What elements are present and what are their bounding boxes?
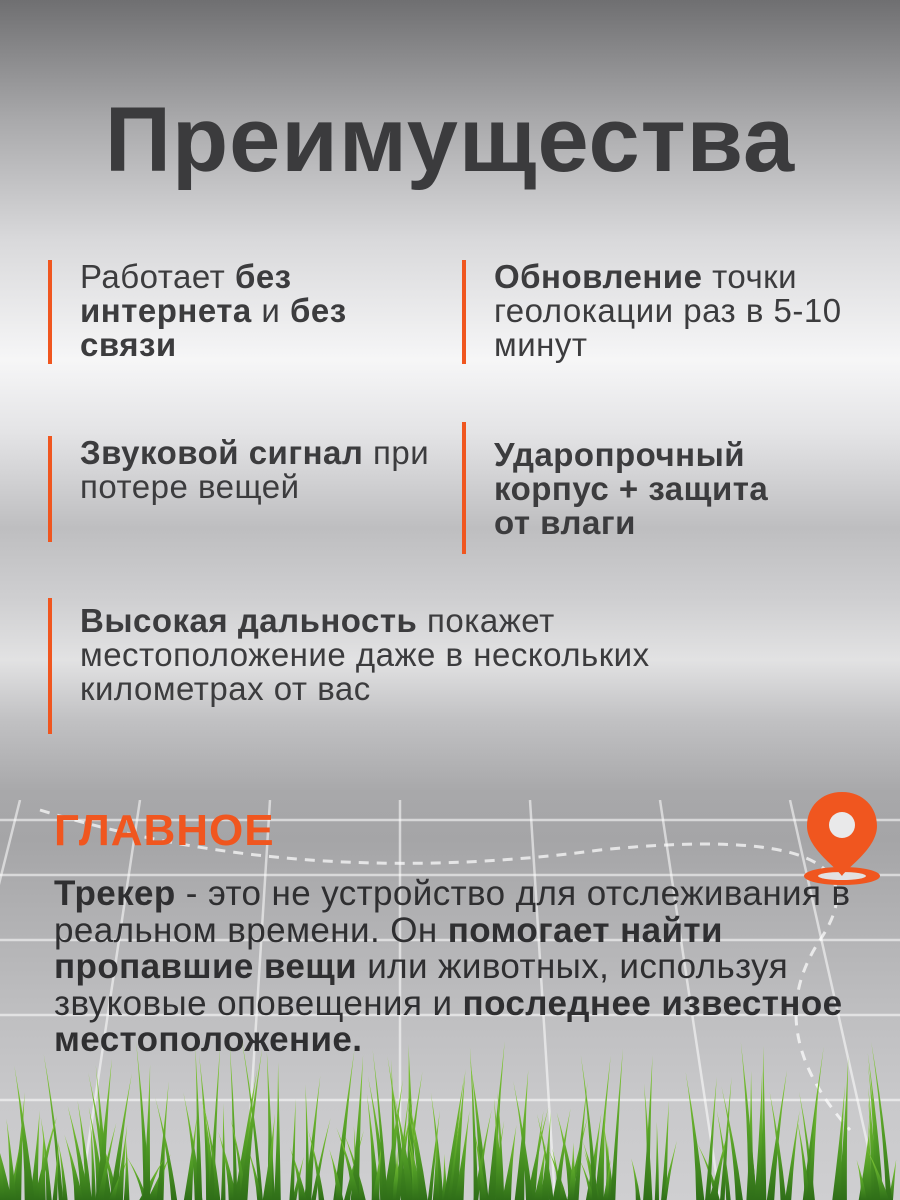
main-paragraph: Трекер - это не устройство для отслеживания в реальном времени. Он помогает найти пропавшие вещи или животных, используя звуковые оповещения и последнее известное местоположение. (54, 874, 851, 1059)
feature-sound-signal: Звуковой сигнал при потере вещей (48, 436, 430, 542)
main-heading: ГЛАВНОЕ (54, 806, 275, 855)
feature-no-internet: Работает без интернета и без связи (48, 260, 420, 364)
feature-geolocation-update: Обновление точки геолокации раз в 5-10 минут (462, 260, 874, 364)
feature-shockproof: Ударопрочный корпус + защита от влаги (462, 422, 802, 554)
grass-decoration (0, 1040, 900, 1200)
feature-long-range: Высокая дальность покажет местоположение даже в нескольких километрах от вас (48, 598, 688, 734)
page-title: Преимущества (104, 89, 796, 191)
location-pin-icon (797, 788, 887, 888)
